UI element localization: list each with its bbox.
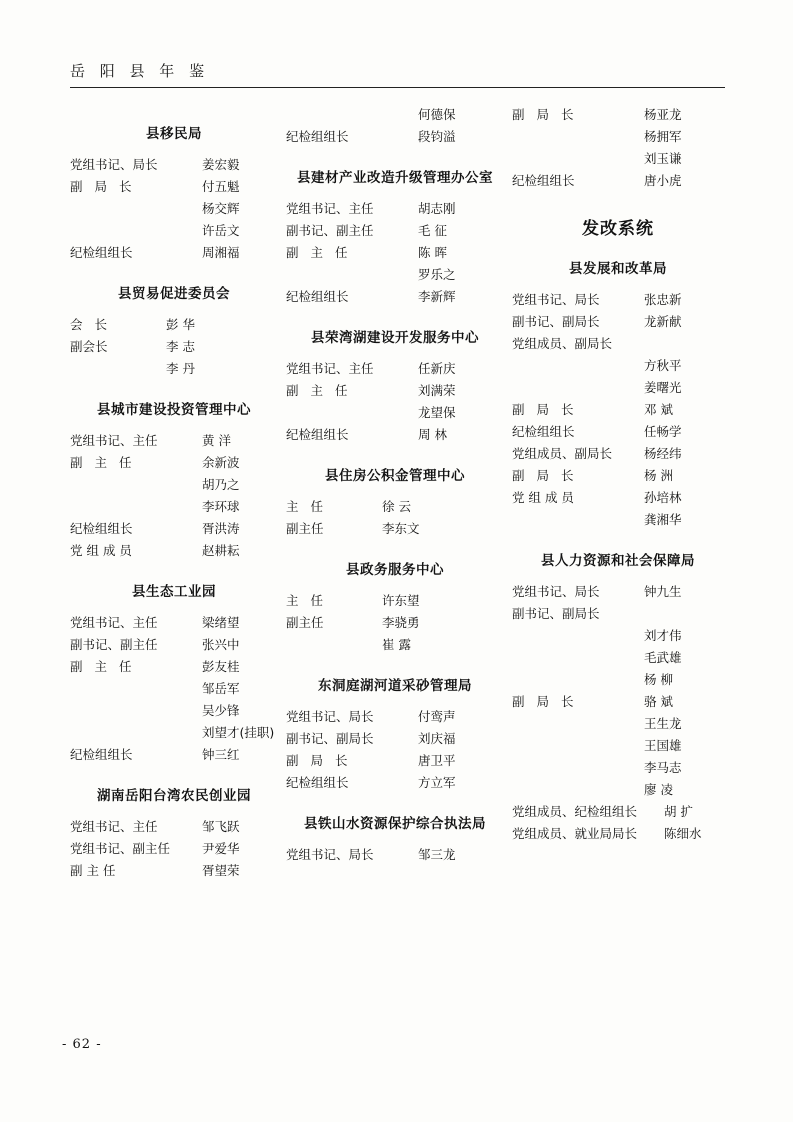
personnel-entry [512,126,724,148]
personnel-entry [70,722,278,744]
entry-name: 毛武雄 [644,650,682,665]
column-3 [508,104,728,1044]
entry-name: 许岳文 [202,223,240,238]
personnel-entry [286,424,504,446]
entry-name: 杨亚龙 [644,107,682,122]
entry-name: 毛 征 [418,223,447,238]
entry-group [286,496,504,540]
entry-role: 党组书记、主任 [286,201,374,216]
personnel-entry [70,474,278,496]
entry-name: 胥望荣 [202,863,240,878]
entry-group [70,314,278,380]
entry-role: 党组书记、主任 [286,361,374,376]
entry-name: 李东文 [382,521,420,536]
entry-role: 主 任 [286,499,327,514]
entry-name: 黄 洋 [202,433,231,448]
personnel-entry [512,735,724,757]
entry-group [286,358,504,446]
entry-role: 主 任 [286,593,327,608]
personnel-entry [512,377,724,399]
entry-name: 杨经纬 [644,446,682,461]
entry-name: 王国雄 [644,738,682,753]
entry-role: 副 局 长 [512,468,578,483]
entry-group [70,430,278,562]
personnel-entry [70,496,278,518]
personnel-entry [286,518,504,540]
personnel-entry [286,198,504,220]
unit-heading: 县铁山水资源保护综合执法局 [304,816,486,832]
personnel-entry [70,744,278,766]
personnel-entry [512,465,724,487]
entry-role: 副书记、副主任 [70,637,158,652]
entry-group [286,844,504,866]
entry-name: 胡乃之 [202,477,240,492]
entry-role: 副会长 [70,339,108,354]
entry-group [512,289,724,531]
unit-heading: 县移民局 [146,126,202,142]
entry-name: 任畅学 [644,424,682,439]
entry-name: 邹三龙 [418,847,456,862]
entry-role: 党组书记、主任 [70,433,158,448]
entry-name: 余新波 [202,455,240,470]
personnel-entry [512,713,724,735]
entry-name: 付五魁 [202,179,240,194]
entry-role: 副 局 长 [512,402,578,417]
entry-name: 刘庆福 [418,731,456,746]
entry-role: 副 局 长 [70,179,136,194]
unit-heading: 县住房公积金管理中心 [325,468,465,484]
column-1 [66,104,282,1044]
personnel-entry [70,336,278,358]
personnel-entry [70,314,278,336]
entry-name: 刘才伟 [644,628,682,643]
unit-heading: 东洞庭湖河道采砂管理局 [318,678,472,694]
personnel-entry [70,700,278,722]
entry-role: 党组书记、局长 [512,584,600,599]
personnel-entry [286,242,504,264]
entry-role: 副 主 任 [70,455,136,470]
personnel-entry [512,801,724,823]
entry-name: 彭友桂 [202,659,240,674]
entry-name: 刘满荣 [418,383,456,398]
entry-role: 纪检组组长 [70,521,133,536]
personnel-entry [70,634,278,656]
entry-role: 副 主 任 [70,659,136,674]
entry-role: 纪检组组长 [286,129,349,144]
entry-name: 任新庆 [418,361,456,376]
entry-name: 龙新献 [644,314,682,329]
page-number: - 62 - [62,1037,102,1052]
entry-role: 党组书记、局长 [512,292,600,307]
entry-name: 周湘福 [202,245,240,260]
entry-name: 陈 晖 [418,245,447,260]
personnel-entry [286,590,504,612]
entry-name: 段钧溢 [418,129,456,144]
entry-name: 吴少锋 [202,703,240,718]
unit-heading: 县生态工业园 [132,584,216,600]
entry-role: 副书记、副局长 [512,314,600,329]
entry-name: 崔 露 [382,637,411,652]
content-columns [66,104,728,1044]
entry-name: 周 林 [418,427,447,442]
system-heading: 发改系统 [582,219,654,239]
personnel-entry [70,518,278,540]
entry-name: 钟九生 [644,584,682,599]
entry-name: 张兴中 [202,637,240,652]
personnel-entry [512,647,724,669]
entry-name: 方秋平 [644,358,682,373]
personnel-entry [512,443,724,465]
unit-heading: 县荣湾湖建设开发服务中心 [311,330,479,346]
entry-name: 钟三红 [202,747,240,762]
entry-name: 邹飞跃 [202,819,240,834]
personnel-entry [70,678,278,700]
entry-name: 付鸾声 [418,709,456,724]
entry-name: 何德保 [418,107,456,122]
entry-name: 唐卫平 [418,753,456,768]
entry-role: 党组书记、局长 [286,847,374,862]
entry-role: 党组书记、主任 [70,819,158,834]
entry-role: 党 组 成 员 [512,490,574,505]
personnel-entry [70,176,278,198]
entry-group [286,706,504,794]
personnel-entry [70,540,278,562]
entry-name: 邓 斌 [644,402,673,417]
entry-name: 杨拥军 [644,129,682,144]
entry-name: 胡志刚 [418,201,456,216]
entry-name: 王生龙 [644,716,682,731]
entry-name: 李新辉 [418,289,456,304]
book-title: 岳 阳 县 年 鉴 [70,62,210,80]
personnel-entry [512,509,724,531]
personnel-entry [286,634,504,656]
personnel-entry [286,220,504,242]
entry-name: 罗乐之 [418,267,456,282]
entry-group [286,198,504,308]
entry-role: 党组书记、副主任 [70,841,171,856]
personnel-entry [70,656,278,678]
personnel-entry [70,452,278,474]
page-header [70,60,725,88]
entry-name: 刘望才(挂职) [202,725,275,740]
entry-name: 龚湘华 [644,512,682,527]
entry-name: 李骁勇 [382,615,420,630]
personnel-entry [286,728,504,750]
entry-role: 纪检组组长 [70,245,133,260]
entry-role: 党组书记、主任 [70,615,158,630]
entry-name: 梁绪望 [202,615,240,630]
entry-name: 徐 云 [382,499,411,514]
entry-name: 骆 斌 [644,694,673,709]
personnel-entry [512,625,724,647]
personnel-entry [286,706,504,728]
personnel-entry [70,220,278,242]
entry-role: 纪检组组长 [286,427,349,442]
entry-name: 尹爱华 [202,841,240,856]
unit-heading: 县贸易促进委员会 [118,286,230,302]
entry-name: 姜宏毅 [202,157,240,172]
entry-role: 副书记、副局长 [512,606,600,621]
entry-role: 纪检组组长 [286,775,349,790]
entry-name: 胡 扩 [664,804,693,819]
personnel-entry [286,750,504,772]
personnel-entry [286,104,504,126]
entry-group [70,612,278,766]
unit-heading: 县发展和改革局 [569,261,667,277]
entry-role: 副 主 任 [286,383,352,398]
entry-role: 副 主 任 [286,245,352,260]
entry-role: 党组成员、副局长 [512,446,613,461]
entry-name: 唐小虎 [644,173,682,188]
entry-name: 许东望 [382,593,420,608]
personnel-entry [70,838,278,860]
entry-role: 副书记、副局长 [286,731,374,746]
unit-heading: 湖南岳阳台湾农民创业园 [97,788,251,804]
personnel-entry [512,104,724,126]
personnel-entry [286,126,504,148]
personnel-entry [512,333,724,355]
entry-role: 党 组 成 员 [70,543,132,558]
entry-role: 纪检组组长 [512,173,575,188]
entry-name: 龙望保 [418,405,456,420]
entry-name: 陈细水 [664,826,702,841]
personnel-entry [512,355,724,377]
personnel-entry [286,358,504,380]
personnel-entry [512,148,724,170]
entry-group [286,104,504,148]
personnel-entry [70,612,278,634]
entry-name: 胥洪涛 [202,521,240,536]
entry-name: 杨 洲 [644,468,673,483]
entry-role: 党组成员、副局长 [512,336,613,351]
entry-name: 李 志 [166,339,195,354]
personnel-entry [512,487,724,509]
personnel-entry [512,757,724,779]
entry-role: 副 局 长 [286,753,352,768]
entry-role: 副主任 [286,615,324,630]
personnel-entry [286,286,504,308]
entry-name: 张忠新 [644,292,682,307]
personnel-entry [286,380,504,402]
entry-role: 党组成员、纪检组组长 [512,804,638,819]
personnel-entry [512,289,724,311]
personnel-entry [512,669,724,691]
personnel-entry [286,772,504,794]
entry-role: 纪检组组长 [286,289,349,304]
entry-role: 副主任 [286,521,324,536]
entry-name: 杨 柳 [644,672,673,687]
personnel-entry [512,311,724,333]
personnel-entry [70,430,278,452]
personnel-entry [512,823,724,845]
personnel-entry [286,402,504,424]
entry-role: 副 局 长 [512,107,578,122]
entry-name: 李 丹 [166,361,195,376]
personnel-entry [70,154,278,176]
entry-group [70,816,278,882]
entry-name: 方立军 [418,775,456,790]
personnel-entry [512,691,724,713]
column-2 [282,104,508,1044]
unit-heading: 县政务服务中心 [346,562,444,578]
entry-group [70,154,278,264]
unit-heading: 县城市建设投资管理中心 [97,402,251,418]
entry-group [286,590,504,656]
personnel-entry [512,170,724,192]
entry-name: 杨交辉 [202,201,240,216]
entry-group [512,104,724,192]
personnel-entry [512,603,724,625]
entry-name: 邹岳军 [202,681,240,696]
entry-name: 李马志 [644,760,682,775]
personnel-entry [70,198,278,220]
entry-name: 彭 华 [166,317,195,332]
personnel-entry [512,779,724,801]
entry-name: 李环球 [202,499,240,514]
entry-role: 纪检组组长 [512,424,575,439]
entry-group [512,581,724,845]
personnel-entry [512,399,724,421]
personnel-entry [512,421,724,443]
entry-name: 廖 凌 [644,782,673,797]
entry-role: 党组成员、就业局局长 [512,826,638,841]
unit-heading: 县建材产业改造升级管理办公室 [297,170,493,186]
entry-name: 孙培林 [644,490,682,505]
entry-role: 会 长 [70,317,111,332]
entry-name: 刘玉谦 [644,151,682,166]
entry-name: 赵耕耘 [202,543,240,558]
header-divider [70,87,725,88]
entry-role: 副 主 任 [70,863,116,878]
personnel-entry [286,612,504,634]
personnel-entry [70,358,278,380]
personnel-entry [286,496,504,518]
unit-heading: 县人力资源和社会保障局 [541,553,695,569]
entry-role: 副书记、副主任 [286,223,374,238]
entry-role: 党组书记、局长 [286,709,374,724]
personnel-entry [286,844,504,866]
entry-role: 党组书记、局长 [70,157,158,172]
entry-role: 副 局 长 [512,694,578,709]
personnel-entry [70,816,278,838]
entry-name: 姜曙光 [644,380,682,395]
personnel-entry [70,860,278,882]
personnel-entry [70,242,278,264]
entry-role: 纪检组组长 [70,747,133,762]
personnel-entry [512,581,724,603]
personnel-entry [286,264,504,286]
